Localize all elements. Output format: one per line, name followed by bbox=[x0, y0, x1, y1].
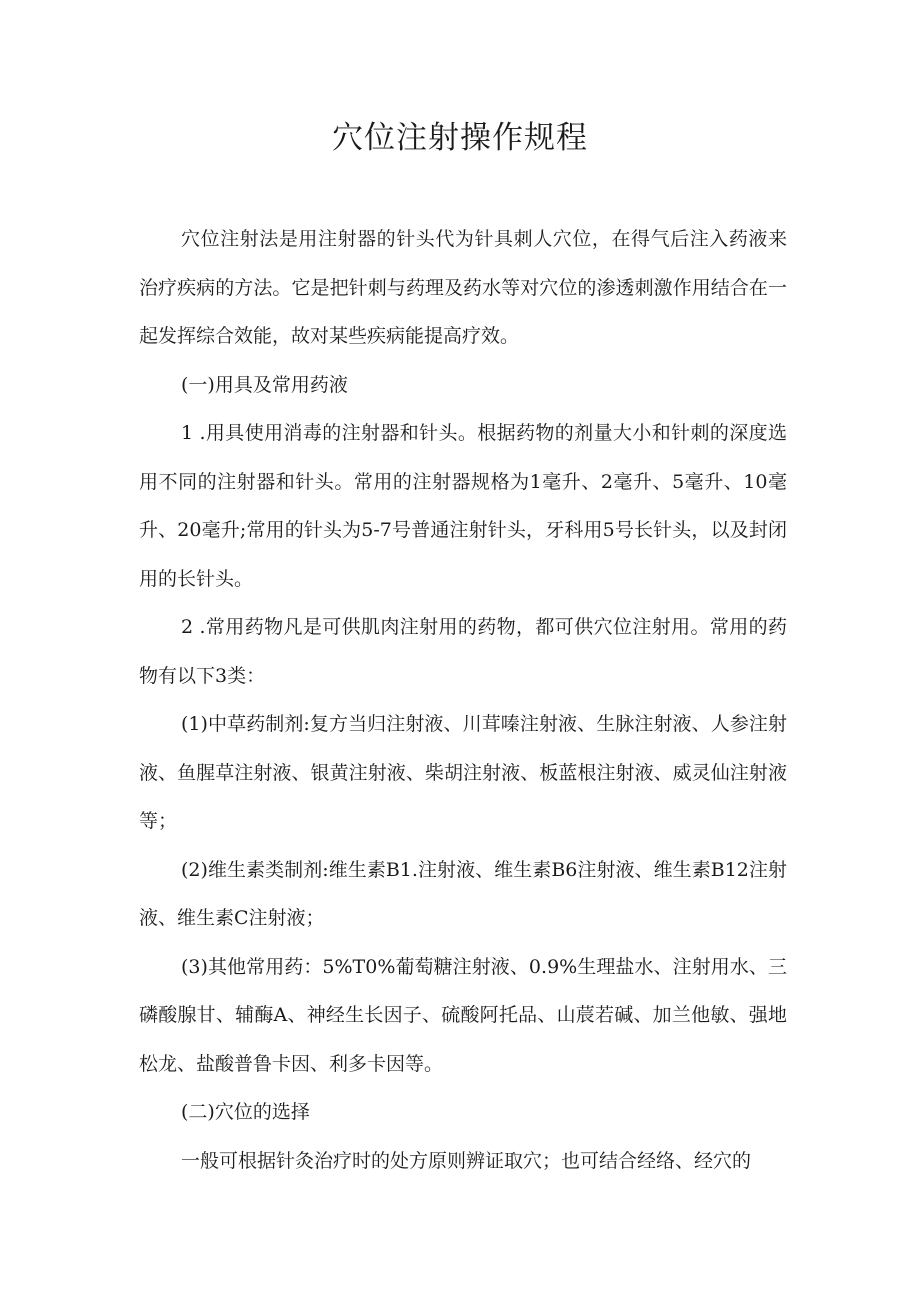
document-title: 穴位注射操作规程 bbox=[332, 120, 588, 156]
section-heading-tools: (一)用具及常用药液 bbox=[181, 373, 348, 396]
paragraph-other-drugs: (3)其他常用药：5%T0%葡萄糖注射液、0.9%生理盐水、注射用水、三磷酸腺甘、辅酶A、神经生长因子、硫酸阿托品、山莀若碱、加兰他敏、强地松龙、盐酸普鲁卡因、利多卡因等。 bbox=[139, 955, 787, 1075]
paragraph-vitamins: (2)维生素类制剂:维生素B1.注射液、维生素B6注射液、维生素B12注射液、维生素C注射液； bbox=[139, 858, 787, 929]
section-heading-acupoints: (二)穴位的选择 bbox=[181, 1101, 310, 1123]
paragraph-acupoints: 一般可根据针灸治疗时的处方原则辨证取穴；也可结合经络、经穴的 bbox=[181, 1149, 752, 1172]
paragraph-tools: 1 .用具使用消毒的注射器和针头。根据药物的剂量大小和针刺的深度选用不同的注射器和针头。常用的注射器规格为1毫升、2毫升、5毫升、10毫升、20毫升;常用的针头为5-7号普通注射针头，牙科用5号长针头，以及封闭用的长针头。 bbox=[139, 422, 787, 590]
paragraph-intro: 穴位注射法是用注射器的针头代为针具刺人穴位，在得气后注入药液来治疗疾病的方法。它是把针刺与药理及药水等对穴位的渗透刺激作用结合在一起发挥综合效能，故对某些疾病能提高疗效。 bbox=[139, 228, 787, 347]
paragraph-drugs: 2 .常用药物凡是可供肌肉注射用的药物，都可供穴位注射用。常用的药物有以下3类： bbox=[139, 616, 787, 687]
document-body bbox=[139, 215, 787, 1185]
paragraph-herbal: (1)中草药制剂:复方当归注射液、川茸嗪注射液、生脉注射液、人参注射液、鱼腥草注射液、银黄注射液、柴胡注射液、板蓝根注射液、威灵仙注射液等； bbox=[139, 713, 787, 832]
